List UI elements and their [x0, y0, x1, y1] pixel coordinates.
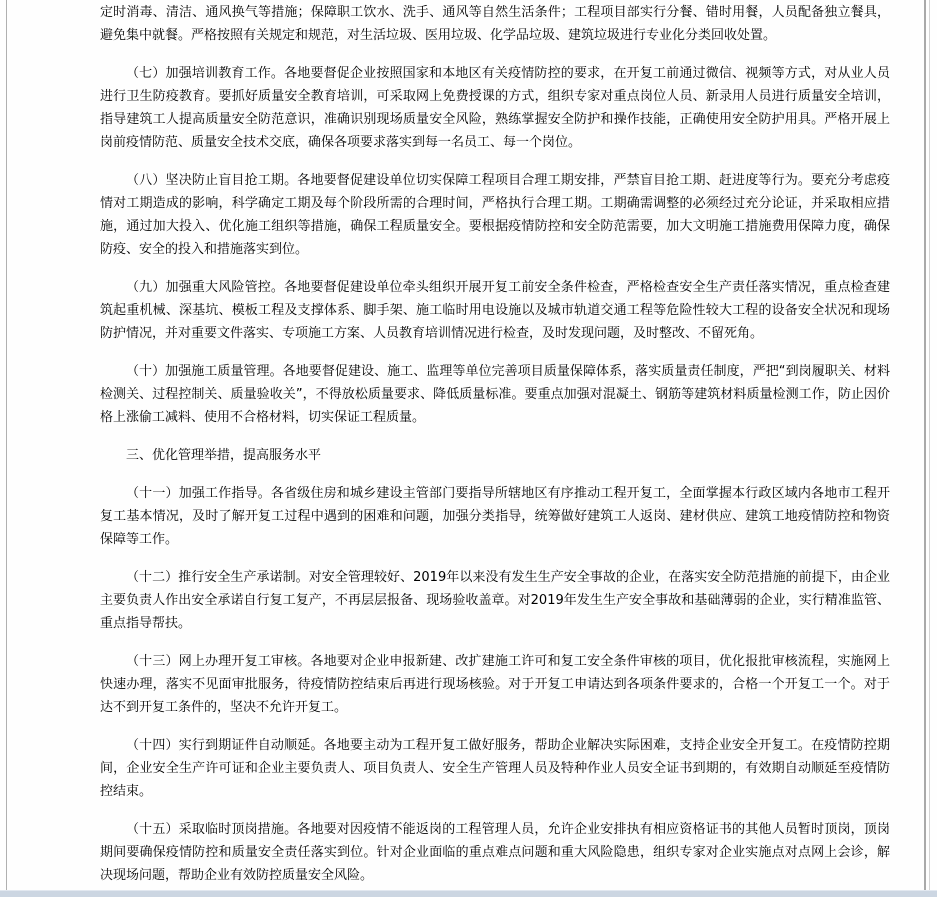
page-right-border [924, 0, 926, 890]
paragraph: （十）加强施工质量管理。各地要督促建设、施工、监理等单位完善项目质量保障体系，落实质量责任制度，严把“到岗履职关、材料检测关、过程控制关、质量验收关”，不得放松质量要求、降低质量标准。要重点加强对混凝土、钢筋等建筑材料质量检测工作，防止因价格上涨偷工减料、使用不合格材料，切实保证工程质量。 [100, 364, 890, 425]
paragraph: （十五）采取临时顶岗措施。各地要对因疫情不能返岗的工程管理人员，允许企业安排执有相应资格证书的其他人员暂时顶岗，顶岗期间要确保疫情防控和质量安全责任落实到位。针对企业面临的重点难点问题和重大风险隐患，组织专家对企业实施点对点网上会诊，解决现场问题，帮助企业有效防控质量安全风险。 [100, 822, 890, 883]
paragraph: 定时消毒、清洁、通风换气等措施；保障职工饮水、洗手、通风等自然生活条件；工程项目部实行分餐、错时用餐，人员配备独立餐具，避免集中就餐。严格按照有关规定和规范，对生活垃圾、医用垃圾、化学品垃圾、建筑垃圾进行专业化分类回收处置。 [100, 5, 890, 43]
bottom-scrollbar-track[interactable] [0, 890, 937, 897]
paragraph: （十四）实行到期证件自动顺延。各地要主动为工程开复工做好服务，帮助企业解决实际困难，支持企业安全开复工。在疫情防控期间，企业安全生产许可证和企业主要负责人、项目负责人、安全生产管理人员及特种作业人员安全证书到期的，有效期自动顺延至疫情防控结束。 [100, 738, 890, 799]
paragraph: （八）坚决防止盲目抢工期。各地要督促建设单位切实保障工程项目合理工期安排，严禁盲目抢工期、赶进度等行为。要充分考虑疫情对工期造成的影响，科学确定工期及每个阶段所需的合理时间，严格执行合理工期。工期确需调整的必须经过充分论证，并采取相应措施，通过加大投入、优化施工组织等措施，确保工程质量安全。要根据疫情防控和安全防范需要，加大文明施工措施费用保障力度，确保防疫、安全的投入和措施落实到位。 [100, 173, 890, 257]
document-body [100, 1, 890, 902]
paragraph: （九）加强重大风险管控。各地要督促建设单位牵头组织开展开复工前安全条件检查，严格检查安全生产责任落实情况，重点检查建筑起重机械、深基坑、模板工程及支撑体系、脚手架、施工临时用电设施以及城市轨道交通工程等危险性较大工程的设备安全状况和现场防护情况，并对重要文件落实、专项施工方案、人员教育培训情况进行检查，及时发现问题，及时整改、不留死角。 [100, 280, 890, 341]
paragraph: （七）加强培训教育工作。各地要督促企业按照国家和本地区有关疫情防控的要求，在开复工前通过微信、视频等方式，对从业人员进行卫生防疫教育。要抓好质量安全教育培训，可采取网上免费授课的方式，组织专家对重点岗位人员、新录用人员进行质量安全培训，指导建筑工人提高质量安全防范意识，准确识别现场质量安全风险，熟练掌握安全防护和操作技能，正确使用安全防护用具。严格开展上岗前疫情防范、质量安全技术交底，确保各项要求落实到每一名员工、每一个岗位。 [100, 66, 890, 150]
page-left-border [6, 0, 7, 890]
paragraph: （十二）推行安全生产承诺制。对安全管理较好、2019年以来没有发生生产安全事故的企业，在落实安全防范措施的前提下，由企业主要负责人作出安全承诺自行复工复产，不再层层报备、现场验收盖章。对2019年发生生产安全事故和基础薄弱的企业，实行精准监管、重点指导帮扶。 [100, 570, 890, 631]
paragraph: （十三）网上办理开复工审核。各地要对企业申报新建、改扩建施工许可和复工安全条件审核的项目，优化报批审核流程，实施网上快速办理，落实不见面审批服务，待疫情防控结束后再进行现场核验。对于开复工申请达到各项条件要求的，合格一个开复工一个。对于达不到开复工条件的，坚决不允许开复工。 [100, 654, 890, 715]
page-right-border-highlight [929, 0, 930, 890]
section-heading: 三、优化管理举措，提高服务水平 [126, 448, 322, 463]
paragraph: （十一）加强工作指导。各省级住房和城乡建设主管部门要指导所辖地区有序推动工程开复工，全面掌握本行政区域内各地市工程开复工基本情况，及时了解开复工过程中遇到的困难和问题，加强分类指导，统筹做好建筑工人返岗、建材供应、建筑工地疫情防控和物资保障等工作。 [100, 486, 890, 547]
